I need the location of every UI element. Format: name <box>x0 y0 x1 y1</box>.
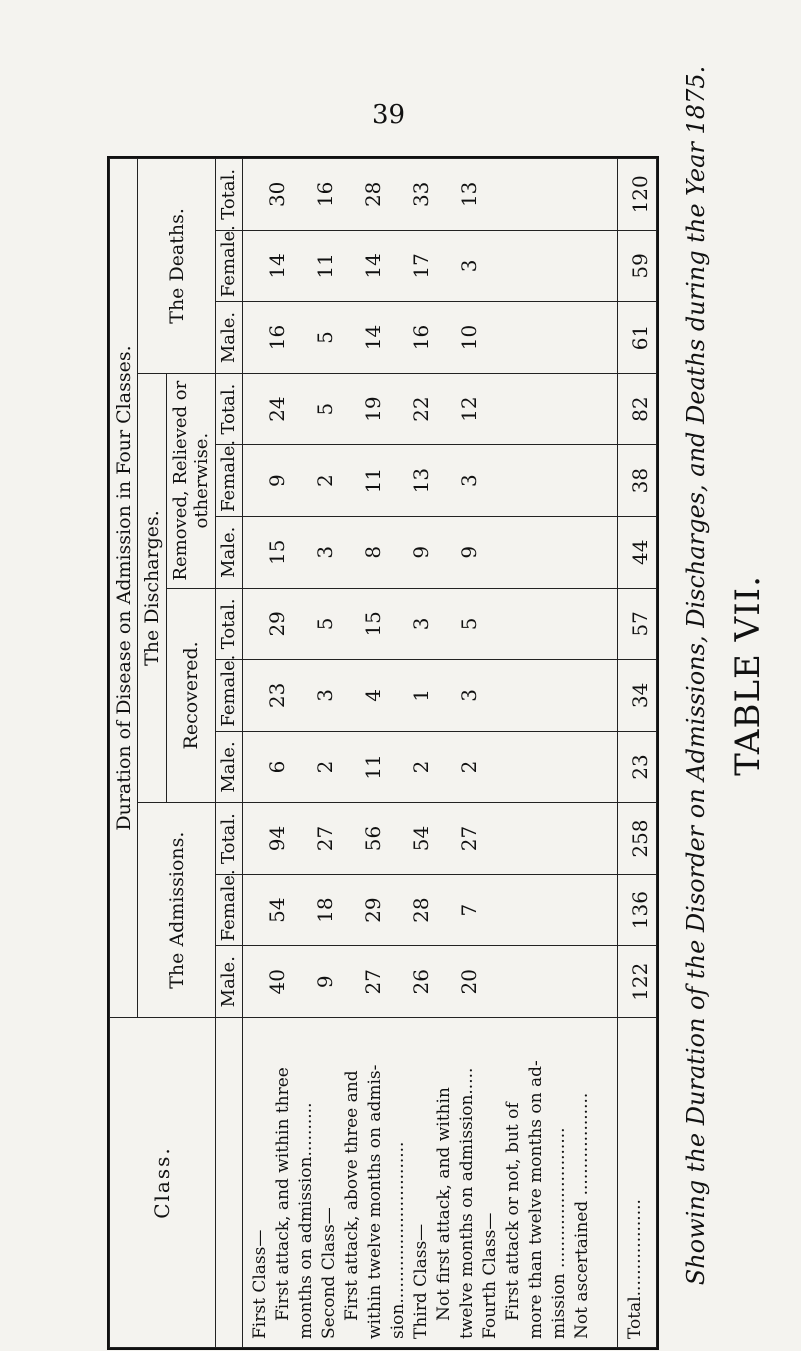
cell: 9 <box>265 474 290 488</box>
cell: 5 <box>313 617 338 631</box>
class-header: Class. <box>110 1018 216 1348</box>
cell: 12 <box>457 396 482 422</box>
total-cell: 57 <box>618 588 657 660</box>
d-female-header: Female. <box>215 230 242 302</box>
class-line: First Class— <box>250 1229 271 1339</box>
total-cell: 136 <box>618 874 657 946</box>
cell: 14 <box>361 253 386 279</box>
rec-total-col <box>243 588 618 660</box>
total-cell: 82 <box>618 373 657 445</box>
rem-female-header: Female. <box>215 445 242 517</box>
d-total-header: Total. <box>215 159 242 231</box>
cell: 17 <box>409 253 434 279</box>
cell: 9 <box>409 545 434 559</box>
class-line: First attack or not, but of <box>503 1102 524 1321</box>
body-row <box>243 159 618 1348</box>
rem-male-col <box>243 516 618 588</box>
cell: 54 <box>409 825 434 852</box>
cell: 14 <box>265 253 290 279</box>
class-line: sion.............................. <box>388 1141 409 1339</box>
cell: 1 <box>409 689 434 702</box>
cell: 3 <box>457 259 482 273</box>
total-cell: 34 <box>618 660 657 732</box>
total-cell: 38 <box>618 445 657 517</box>
adm-male-col <box>243 946 618 1018</box>
class-line: more than twelve months on ad- <box>526 1060 547 1339</box>
adm-male-header: Male. <box>215 946 242 1018</box>
header-row-1 <box>110 159 138 1348</box>
rem-male-header: Male. <box>215 516 242 588</box>
d-total-col <box>243 159 618 231</box>
cell: 28 <box>361 181 386 208</box>
cell: 13 <box>457 181 482 208</box>
total-cell: 258 <box>618 803 657 875</box>
removed-header: Removed, Relieved or otherwise. <box>166 373 215 588</box>
cell: 6 <box>265 760 290 774</box>
cell: 16 <box>409 324 434 351</box>
cell: 15 <box>265 539 290 565</box>
cell: 27 <box>457 825 482 852</box>
cell: 40 <box>265 968 290 995</box>
statistics-table <box>107 156 659 1350</box>
adm-total-col <box>243 803 618 875</box>
total-cell: 59 <box>618 230 657 302</box>
cell: 3 <box>457 474 482 488</box>
cell: 29 <box>361 897 386 923</box>
class-line: within twelve months on admis- <box>365 1064 386 1339</box>
rec-male-header: Male. <box>215 731 242 803</box>
recovered-header: Recovered. <box>166 588 215 803</box>
adm-female-header: Female. <box>215 874 242 946</box>
cell: 20 <box>457 968 482 995</box>
page-number: 39 <box>372 100 406 130</box>
class-line: twelve months on admission..... <box>457 1067 478 1339</box>
rec-female-col <box>243 660 618 732</box>
cell: 2 <box>313 474 338 488</box>
cell: 56 <box>361 825 386 852</box>
class-line: First attack, and within three <box>273 1067 294 1321</box>
cell: 13 <box>409 467 434 494</box>
cell: 23 <box>265 682 290 709</box>
rem-total-header: Total. <box>215 373 242 445</box>
rem-female-col <box>243 445 618 517</box>
cell: 11 <box>361 467 386 494</box>
class-line: months on admission.......... <box>296 1102 317 1339</box>
discharges-header: The Discharges. <box>138 373 166 802</box>
adm-total-header: Total. <box>215 803 242 875</box>
cell: 7 <box>457 903 482 917</box>
duration-header: Duration of Disease on Admission in Four Classes. <box>110 159 138 1018</box>
class-list <box>243 1018 618 1348</box>
cell: 9 <box>457 545 482 559</box>
d-male-col <box>243 302 618 374</box>
total-cell: 61 <box>618 302 657 374</box>
class-line: Fourth Class— <box>480 1212 501 1339</box>
class-spacer <box>215 1018 242 1348</box>
cell: 5 <box>313 331 338 344</box>
class-line: Second Class— <box>319 1207 340 1339</box>
cell: 2 <box>409 760 434 774</box>
cell: 11 <box>313 253 338 279</box>
cell: 54 <box>265 897 290 923</box>
class-line: Not ascertained ................... <box>572 1092 593 1339</box>
d-female-col <box>243 230 618 302</box>
cell: 11 <box>361 754 386 780</box>
class-line: First attack, above three and <box>342 1070 363 1321</box>
cell: 3 <box>457 689 482 702</box>
cell: 29 <box>265 611 290 637</box>
total-cell: 120 <box>618 159 657 231</box>
cell: 2 <box>313 760 338 774</box>
total-cell: 23 <box>618 731 657 803</box>
rec-male-col <box>243 731 618 803</box>
cell: 5 <box>457 617 482 631</box>
cell: 10 <box>457 324 482 351</box>
class-line: Not first attack, and within <box>434 1087 455 1321</box>
total-label: Total.................. <box>618 1018 657 1348</box>
class-line: Third Class— <box>411 1223 432 1339</box>
cell: 19 <box>361 396 386 422</box>
class-line: mission .......................... <box>549 1127 570 1339</box>
cell: 2 <box>457 760 482 774</box>
table-subtitle: Showing the Duration of the Disorder on Admissions, Discharges, and Deaths during the Year 1875. <box>682 65 710 1286</box>
total-cell: 122 <box>618 946 657 1018</box>
cell: 16 <box>265 324 290 351</box>
cell: 14 <box>361 324 386 351</box>
cell: 3 <box>313 545 338 559</box>
cell: 94 <box>265 825 290 852</box>
cell: 4 <box>361 689 386 702</box>
admissions-header: The Admissions. <box>138 803 216 1018</box>
cell: 27 <box>361 968 386 995</box>
cell: 18 <box>313 897 338 923</box>
d-male-header: Male. <box>215 302 242 374</box>
cell: 22 <box>409 396 434 422</box>
cell: 5 <box>313 402 338 416</box>
deaths-header: The Deaths. <box>138 159 216 374</box>
total-cell: 44 <box>618 516 657 588</box>
cell: 24 <box>265 396 290 422</box>
table-title: TABLE VII. <box>728 575 768 776</box>
cell: 30 <box>265 181 290 208</box>
cell: 9 <box>313 975 338 989</box>
cell: 3 <box>313 689 338 702</box>
cell: 27 <box>313 825 338 852</box>
rem-total-col <box>243 373 618 445</box>
cell: 16 <box>313 181 338 208</box>
header-row-4 <box>215 159 242 1348</box>
total-row <box>618 159 657 1348</box>
cell: 3 <box>409 617 434 631</box>
adm-female-col <box>243 874 618 946</box>
rec-female-header: Female. <box>215 660 242 732</box>
cell: 33 <box>409 181 434 208</box>
cell: 28 <box>409 897 434 923</box>
rec-total-header: Total. <box>215 588 242 660</box>
cell: 15 <box>361 611 386 637</box>
cell: 8 <box>361 545 386 559</box>
cell: 26 <box>409 968 434 995</box>
